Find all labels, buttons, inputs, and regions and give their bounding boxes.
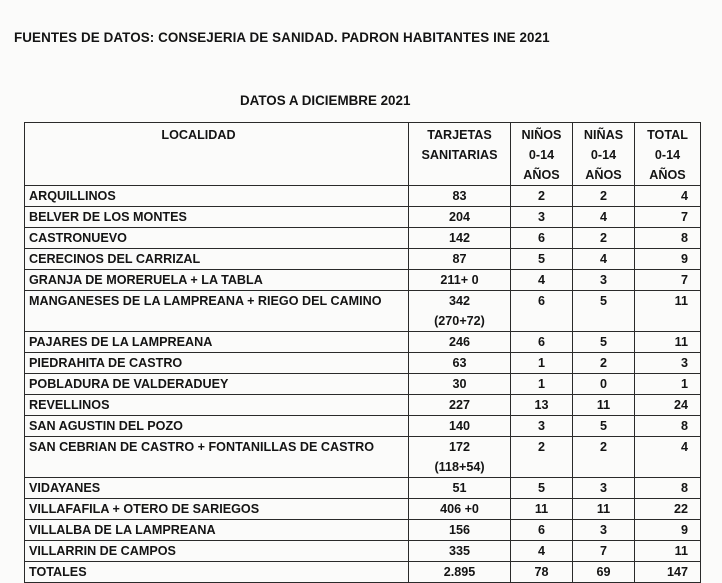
cell-ninos: 1 [511, 374, 573, 395]
cell-localidad: SAN CEBRIAN DE CASTRO + FONTANILLAS DE CASTRO [25, 437, 409, 478]
cell-ninas: 3 [573, 520, 635, 541]
table-row [25, 332, 701, 353]
tarjetas-value: 63 [452, 356, 467, 370]
cell-total: 4 [635, 186, 701, 207]
tarjetas-value: 406 +0 [440, 502, 479, 516]
cell-total: 7 [635, 270, 701, 291]
cell-localidad: PIEDRAHITA DE CASTRO [25, 353, 409, 374]
cell-tarjetas [409, 270, 511, 291]
cell-localidad: VILLARRIN DE CAMPOS [25, 541, 409, 562]
cell-ninos: 6 [511, 332, 573, 353]
table-row [25, 249, 701, 270]
cell-ninas: 4 [573, 207, 635, 228]
cell-ninos: 6 [511, 520, 573, 541]
data-table [24, 122, 701, 583]
table-row [25, 478, 701, 499]
tarjetas-value: 142 [448, 231, 470, 245]
cell-localidad: GRANJA DE MORERUELA + LA TABLA [25, 270, 409, 291]
table-row [25, 541, 701, 562]
tarjetas-value: 87 [452, 252, 467, 266]
cell-ninos: 6 [511, 228, 573, 249]
cell-tarjetas [409, 186, 511, 207]
tarjetas-value: 51 [452, 481, 467, 495]
cell-ninas: 11 [573, 499, 635, 520]
cell-tarjetas [409, 374, 511, 395]
cell-total: 3 [635, 353, 701, 374]
cell-ninas: 5 [573, 332, 635, 353]
cell-tarjetas [409, 416, 511, 437]
cell-ninas: 0 [573, 374, 635, 395]
tarjetas-value: 342 [448, 294, 470, 308]
table-header-row [25, 123, 701, 186]
cell-ninas: 2 [573, 186, 635, 207]
tarjetas-value: 246 [448, 335, 470, 349]
cell-total: 11 [635, 291, 701, 332]
document-subheader: DATOS A DICIEMBRE 2021 [240, 93, 411, 108]
tarjetas-value: 83 [452, 189, 467, 203]
cell-ninas: 2 [573, 353, 635, 374]
cell-total: 8 [635, 478, 701, 499]
cell-ninas: 11 [573, 395, 635, 416]
table-row [25, 228, 701, 249]
cell-ninos: 3 [511, 207, 573, 228]
cell-ninos: 13 [511, 395, 573, 416]
cell-tarjetas [409, 395, 511, 416]
totals-ninas: 69 [573, 562, 635, 583]
cell-tarjetas [409, 249, 511, 270]
cell-tarjetas [409, 332, 511, 353]
cell-tarjetas [409, 353, 511, 374]
tarjetas-value: 140 [448, 419, 470, 433]
cell-ninas: 2 [573, 228, 635, 249]
cell-localidad: MANGANESES DE LA LAMPREANA + RIEGO DEL CAMINO [25, 291, 409, 332]
cell-ninos: 11 [511, 499, 573, 520]
cell-ninos: 2 [511, 437, 573, 478]
cell-tarjetas [409, 499, 511, 520]
cell-ninos: 2 [511, 186, 573, 207]
cell-localidad: SAN AGUSTIN DEL POZO [25, 416, 409, 437]
header-total: TOTAL 0-14 AÑOS [635, 123, 701, 186]
totals-tarjetas: 2.895 [409, 562, 511, 583]
cell-ninas: 4 [573, 249, 635, 270]
cell-ninos: 5 [511, 478, 573, 499]
cell-localidad: VIDAYANES [25, 478, 409, 499]
tarjetas-value: 156 [448, 523, 470, 537]
cell-localidad: POBLADURA DE VALDERADUEY [25, 374, 409, 395]
totals-label: TOTALES [25, 562, 409, 583]
cell-total: 7 [635, 207, 701, 228]
cell-total: 4 [635, 437, 701, 478]
cell-localidad: PAJARES DE LA LAMPREANA [25, 332, 409, 353]
header-tarjetas: TARJETAS SANITARIAS [409, 123, 511, 186]
tarjetas-value: 172 [448, 440, 470, 454]
cell-ninos: 3 [511, 416, 573, 437]
tarjetas-detail: (270+72) [434, 314, 485, 328]
cell-ninos: 4 [511, 541, 573, 562]
cell-tarjetas [409, 228, 511, 249]
totals-ninos: 78 [511, 562, 573, 583]
cell-localidad: CASTRONUEVO [25, 228, 409, 249]
table-row [25, 291, 701, 332]
table-row [25, 186, 701, 207]
cell-tarjetas [409, 541, 511, 562]
tarjetas-value: 227 [448, 398, 470, 412]
cell-localidad: VILLALBA DE LA LAMPREANA [25, 520, 409, 541]
tarjetas-value: 211+ 0 [440, 273, 479, 287]
table-row [25, 520, 701, 541]
cell-ninas: 2 [573, 437, 635, 478]
cell-localidad: REVELLINOS [25, 395, 409, 416]
totals-row [25, 562, 701, 583]
cell-tarjetas [409, 207, 511, 228]
cell-ninas: 5 [573, 416, 635, 437]
cell-total: 8 [635, 416, 701, 437]
cell-localidad: CERECINOS DEL CARRIZAL [25, 249, 409, 270]
cell-ninas: 7 [573, 541, 635, 562]
table-row [25, 207, 701, 228]
document-header: FUENTES DE DATOS: CONSEJERIA DE SANIDAD. PADRON HABITANTES INE 2021 [14, 30, 550, 45]
header-ninas: NIÑAS 0-14 AÑOS [573, 123, 635, 186]
cell-total: 22 [635, 499, 701, 520]
cell-total: 1 [635, 374, 701, 395]
cell-tarjetas [409, 478, 511, 499]
cell-localidad: ARQUILLINOS [25, 186, 409, 207]
tarjetas-value: 30 [452, 377, 467, 391]
cell-ninos: 4 [511, 270, 573, 291]
table-row [25, 353, 701, 374]
cell-total: 24 [635, 395, 701, 416]
table-row [25, 437, 701, 478]
cell-ninos: 1 [511, 353, 573, 374]
cell-total: 8 [635, 228, 701, 249]
header-ninos: NIÑOS 0-14 AÑOS [511, 123, 573, 186]
cell-ninas: 5 [573, 291, 635, 332]
cell-total: 9 [635, 520, 701, 541]
cell-tarjetas [409, 437, 511, 478]
cell-ninas: 3 [573, 478, 635, 499]
cell-ninos: 6 [511, 291, 573, 332]
table-row [25, 395, 701, 416]
tarjetas-detail: (118+54) [434, 460, 485, 474]
cell-total: 11 [635, 541, 701, 562]
tarjetas-value: 204 [448, 210, 470, 224]
table-row [25, 416, 701, 437]
totals-total: 147 [635, 562, 701, 583]
cell-localidad: BELVER DE LOS MONTES [25, 207, 409, 228]
cell-ninas: 3 [573, 270, 635, 291]
cell-localidad: VILLAFAFILA + OTERO DE SARIEGOS [25, 499, 409, 520]
cell-total: 9 [635, 249, 701, 270]
cell-ninos: 5 [511, 249, 573, 270]
table-row [25, 374, 701, 395]
cell-tarjetas [409, 520, 511, 541]
header-localidad: LOCALIDAD [25, 123, 409, 186]
cell-tarjetas [409, 291, 511, 332]
table-row [25, 270, 701, 291]
table-row [25, 499, 701, 520]
tarjetas-value: 335 [448, 544, 470, 558]
cell-total: 11 [635, 332, 701, 353]
